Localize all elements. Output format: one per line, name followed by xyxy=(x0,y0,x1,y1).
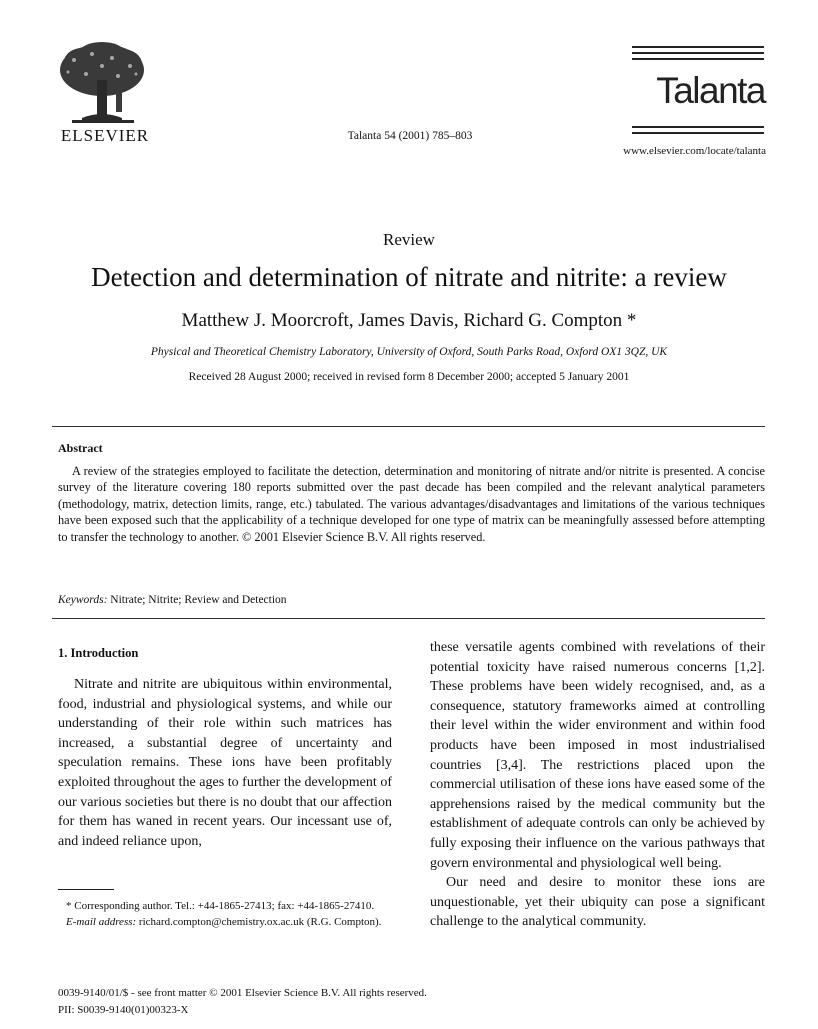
article-authors: Matthew J. Moorcroft, James Davis, Richard G. Compton * xyxy=(181,310,637,331)
section-heading-introduction: 1. Introduction xyxy=(58,646,139,660)
publisher-name: ELSEVIER xyxy=(60,126,150,145)
journal-rule-top-1 xyxy=(632,46,764,48)
journal-rule-bottom-1 xyxy=(632,126,764,128)
intro-paragraph-1: Nitrate and nitrite are ubiquitous within environmental, food, industrial and physiological systems, and while our understanding of their role within such matrices has increased, a substantial degree of uncertainty and speculation remains. These ions have been profitably exploited throughout the ages to further the development of our various societies but there is no doubt that our affection for them has waned in recent years. Our incessant use of, and indeed reliance upon, xyxy=(58,677,392,849)
intro-paragraph-1-continued: these versatile agents combined with revelations of their potential toxicity have raised numerous concerns [1,2]. These problems have been widely recognised, and, as a consequence, statutory frameworks aimed at controlling their level within the wider environment and within food products have been imposed in most industrialised countries [3,4]. The restrictions placed upon the commercial utilisation of these ions have eased some of the apprehensions raised by the medical community but the establishment of adequate controls can only be achieved by fully exposing their influence on the various pathways that govern environmental and physiological well being. xyxy=(430,640,765,871)
footnotes xyxy=(58,899,392,930)
journal-rule-bottom-2 xyxy=(632,132,764,134)
abstract-top-rule xyxy=(52,426,765,427)
keywords xyxy=(58,594,287,606)
received-dates: Received 28 August 2000; received in revised form 8 December 2000; accepted 5 January 2001 xyxy=(188,371,630,383)
article-type: Review xyxy=(383,230,435,249)
author-affiliation: Physical and Theoretical Chemistry Laboratory, University of Oxford, South Parks Road, Oxford OX1 3QZ, UK xyxy=(150,346,668,358)
abstract-text: A review of the strategies employed to facilitate the detection, determination and monitoring of nitrate and/or nitrite is presented. A concise survey of the literature covering 180 reports submitted over the past decade has been compiled and the relevant analytical parameters (methodology, matrix, detection limits, range, etc.) tabulated. The various advantages/disadvantages and limitations of the various techniques have been exposed such that the applicability of a technique developed for one type of matrix can be meaningfully assessed before attempting to transfer the technology to another. © 2001 Elsevier Science B.V. All rights reserved. xyxy=(58,464,765,544)
keywords-values: Nitrate; Nitrite; Review and Detection xyxy=(110,594,287,606)
intro-paragraph-2: Our need and desire to monitor these ions are unquestionable, yet their ubiquity can pose a significant challenge to the analytical community. xyxy=(430,875,765,930)
abstract-bottom-rule xyxy=(52,618,765,619)
journal-url[interactable]: www.elsevier.com/locate/talanta xyxy=(623,145,766,157)
email-value[interactable]: richard.compton@chemistry.ox.ac.uk (R.G. Compton). xyxy=(138,915,382,928)
front-matter-copyright: 0039-9140/01/$ - see front matter © 2001 Elsevier Science B.V. All rights reserved. xyxy=(58,987,427,999)
keywords-label: Keywords: xyxy=(58,594,108,606)
corresponding-author-note: * Corresponding author. Tel.: +44-1865-27413; fax: +44-1865-27410. xyxy=(66,900,375,912)
email-label: E-mail address: xyxy=(66,915,137,928)
journal-rule-top-2 xyxy=(632,52,764,54)
pii-identifier: PII: S0039-9140(01)00323-X xyxy=(58,1004,189,1016)
publisher-logo-tree-icon xyxy=(52,40,152,140)
abstract-heading: Abstract xyxy=(58,441,103,455)
right-column xyxy=(430,638,765,932)
journal-name: Talanta xyxy=(656,70,765,111)
journal-rule-top-3 xyxy=(632,58,764,60)
email-note xyxy=(58,915,392,931)
journal-citation: Talanta 54 (2001) 785–803 xyxy=(347,130,473,142)
article-title: Detection and determination of nitrate and nitrite: a review xyxy=(91,262,727,292)
footnote-rule xyxy=(58,889,114,890)
left-column xyxy=(58,646,392,851)
